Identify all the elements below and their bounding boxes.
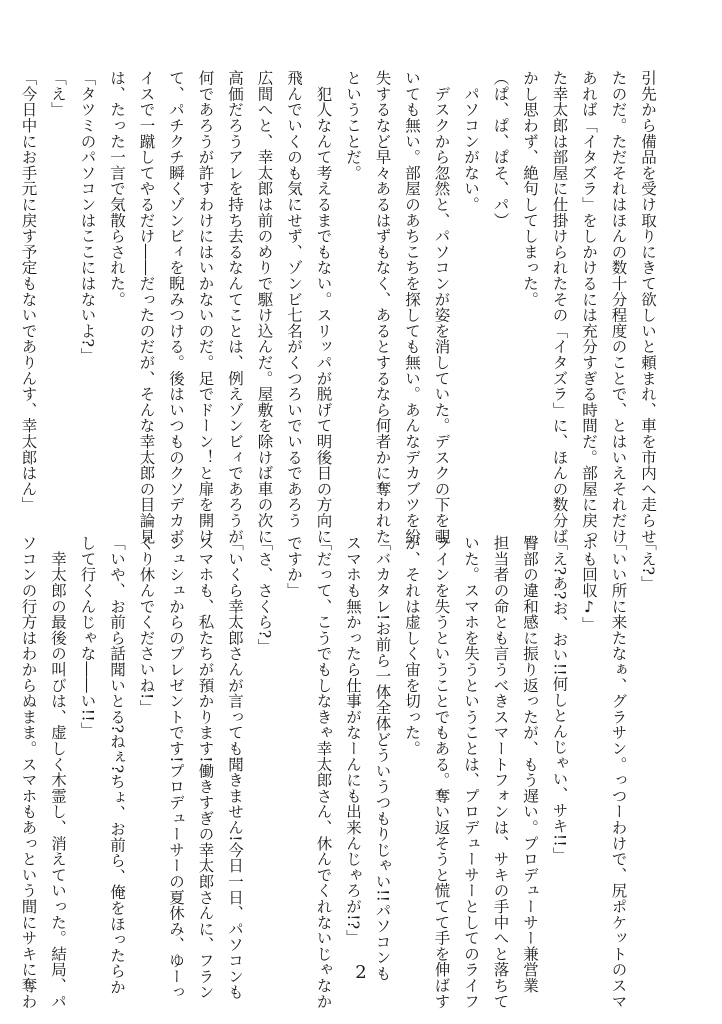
text-line: 「え」 xyxy=(49,70,67,118)
text-line: 飛んでいくのも気にせず、ゾンビ七名がくつろいでいるであろう xyxy=(285,70,303,529)
text-line: た幸太郎は部屋に仕掛けられたその「イタズラ」に、ほんの数分ば xyxy=(550,70,569,544)
text-line: 担当者の命とも言うべきスマートフォンは、サキの手中へと落ちて xyxy=(491,535,510,1009)
lower-text-block xyxy=(19,535,662,1009)
text-line: ということだ。 xyxy=(344,70,362,181)
text-line: 引先から備品を受け取りにきて欲しいと頼まれ、車を市内へ走らせ xyxy=(639,70,657,544)
text-line: デスクから忽然と、パソコンが姿を消していた。デスクの下を覗 xyxy=(432,70,451,544)
text-line: 「さ、さくら?」 xyxy=(255,535,274,655)
text-line: いても無い。部屋のあちこちを探しても無い。あんなデカブツを紛 xyxy=(403,70,421,544)
text-line: スマホも無かったら仕事がなーんにも出来んじゃろが!?」 xyxy=(344,535,362,946)
text-line: かし思わず、絶句してしまった。 xyxy=(521,70,539,307)
text-line: 高価だろうアレを持ち去るなんてことは、例えゾンビィであろうが xyxy=(226,70,244,544)
text-line: 失するなど早々あるはずもなく、あるとするなら何者かに奪われた xyxy=(373,70,392,544)
text-line: スマホも、私たちが預かります!働きすぎの幸太郎さんに、フラン xyxy=(196,535,215,1000)
text-line: たのだ。ただそれはほんの数十分程度のことで、とはいえそれだけ xyxy=(609,70,628,544)
text-line: （ぱ、ぱ、ぱそ、パ） xyxy=(491,70,510,228)
text-line: 「タツミのパソコンはここにはないよ?」 xyxy=(78,70,97,364)
text-line: イスで一蹴してやるだけ――だったのだが、そんな幸太郎の目論見 xyxy=(137,70,156,544)
text-line: して行くんじゃな――い!!」 xyxy=(78,535,97,738)
text-line: いた。スマホを失うということは、プロデューサーとしてのライフ xyxy=(462,535,480,1009)
text-line: 広間へと、幸太郎は前のめりで駆け込んだ。屋敷を除けば車の次に xyxy=(255,70,274,544)
text-line: 「だって、こうでもしなきゃ幸太郎さん、休んでくれないじゃなか xyxy=(314,535,333,1009)
text-line: 「いい所に来たなぁ、グラサン。っつーわけで、尻ポケットのスマ xyxy=(609,535,628,1009)
upper-text-block xyxy=(19,70,662,544)
text-line: 何であろうが許すわけにはいかないのだ。足でドーン！と扉を開け xyxy=(196,70,215,544)
text-line: 「え?」 xyxy=(639,535,657,592)
text-line: くり休んでくださいね!」 xyxy=(137,535,156,716)
text-line: パソコンがない。 xyxy=(462,70,480,213)
text-line: あれば「イタズラ」をしかけるには充分すぎる時間だ。部屋に戻っ xyxy=(580,70,598,544)
text-line: ソコンの行方はわからぬまま。スマホもあっという間にサキに奪わ xyxy=(19,535,38,1009)
text-line: 「バカタレ!お前ら一体全体どういうつもりじゃい!!パソコンも xyxy=(373,535,392,982)
text-line: 「え?あ?お、おい!!何しとんじゃい、サキ!!」 xyxy=(550,535,569,863)
text-line: は、たった一言で気散らされた。 xyxy=(108,70,126,307)
text-line: 「いや、お前ら話聞いとる?ねぇ?ちょ、お前ら、俺をほったらか xyxy=(108,535,126,995)
page-number: 2 xyxy=(355,962,367,983)
text-line: ホも回収♪」 xyxy=(580,535,598,633)
text-line: 「今日中にお手元に戻す予定もないでありんす、幸太郎はん」 xyxy=(19,70,38,513)
text-line: ラインを失うということでもある。奪い返そうと慌てて手を伸ばす xyxy=(432,535,451,1009)
text-line: 臀部の違和感に振り返ったが、もう遅い。プロデューサー兼営業 xyxy=(521,535,539,994)
text-line: 犯人なんて考えるまでもない。スリッパが脱げて明後日の方向に xyxy=(314,70,333,544)
text-line: 「いくら幸太郎さんが言っても聞きません!今日一日、パソコンも xyxy=(226,535,244,1000)
text-line: シュシュからのプレゼントです!プロデューサーの夏休み、ゆーっ xyxy=(167,535,185,1000)
text-line: が、それは虚しく宙を切った。 xyxy=(403,535,421,757)
text-line: て、パチクチ瞬くゾンビィを睨みつける。後はいつものクソデカボ xyxy=(167,70,185,544)
text-line: ですか」 xyxy=(285,535,303,599)
text-line: 幸太郎の最後の叫びは、虚しく木霊し、消えていった。結局、パ xyxy=(49,535,67,1009)
